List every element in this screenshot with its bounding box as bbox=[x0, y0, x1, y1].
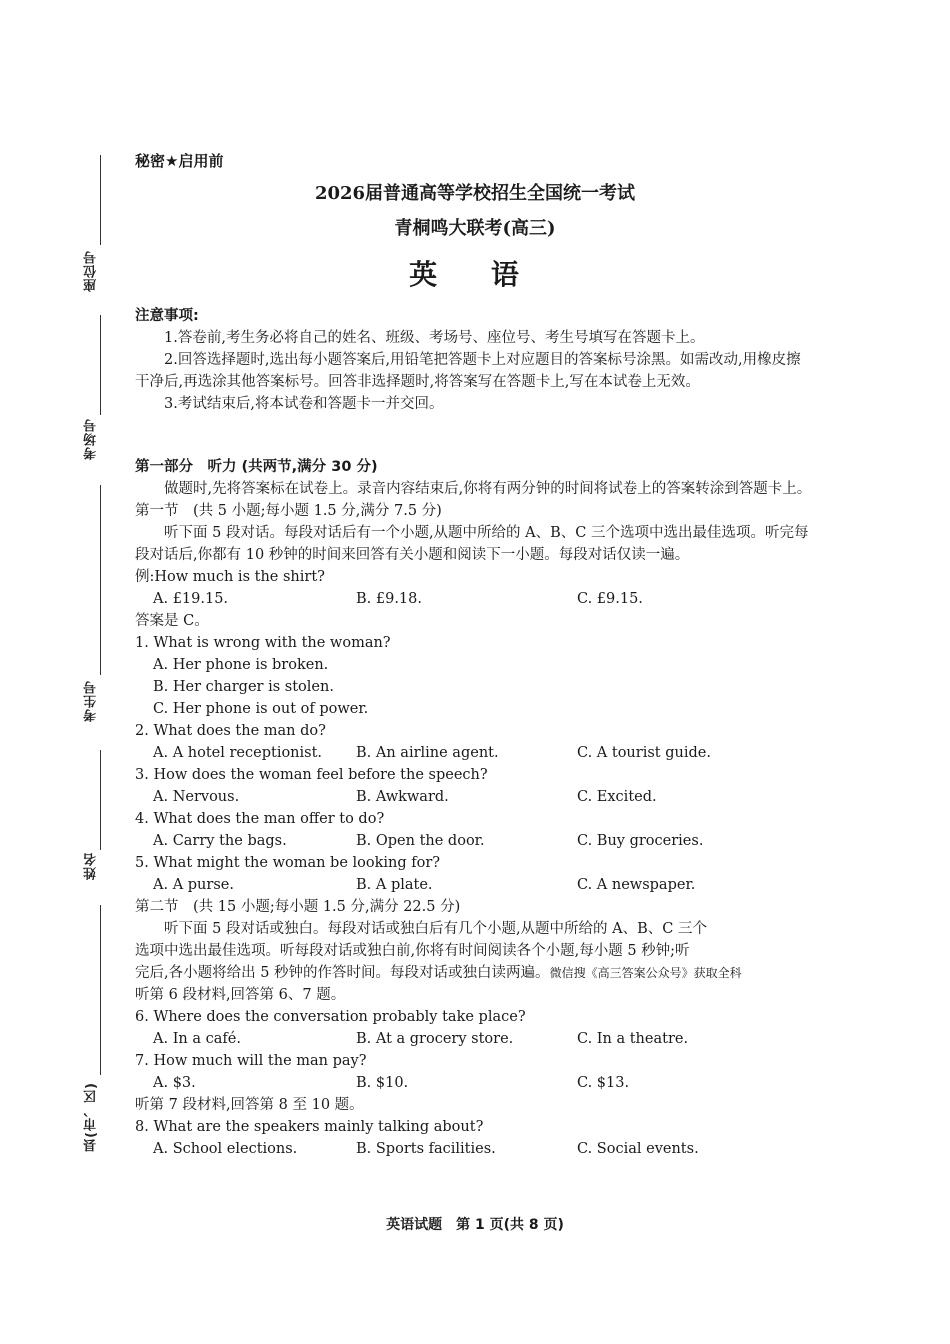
option-a: A. School elections. bbox=[153, 1141, 298, 1157]
instruction-text: 完后,各小题将给出 5 秒钟的作答时间。每段对话或独白读两遍。 bbox=[135, 965, 550, 981]
margin-label-exam-no: 考生号 bbox=[84, 680, 99, 722]
question: 3. How does the woman feel before the speech? bbox=[135, 767, 488, 783]
notice-item: 3.考试结束后,将本试卷和答题卡一并交回。 bbox=[164, 396, 444, 412]
question-options bbox=[135, 874, 815, 896]
option-b: B. £9.18. bbox=[356, 591, 422, 607]
section-instruction-line: 选项中选出最佳选项。听每段对话或独白前,你将有时间阅读各个小题,每小题 5 秒钟;听 bbox=[135, 943, 690, 959]
option-a: A. £19.15. bbox=[153, 591, 229, 607]
notice-item: 2.回答选择题时,选出每小题答案后,用铅笔把答题卡上对应题目的答案标号涂黑。如需改动,用橡皮擦干净后,再选涂其他答案标号。回答非选择题时,将答案写在答题卡上,写在本试卷上无效。 bbox=[135, 352, 801, 390]
option-b: B. Open the door. bbox=[356, 833, 485, 849]
section-heading: 第一节 (共 5 小题;每小题 1.5 分,满分 7.5 分) bbox=[135, 503, 442, 519]
question: 5. What might the woman be looking for? bbox=[135, 855, 441, 871]
option-b: B. An airline agent. bbox=[356, 745, 499, 761]
subject-title: 英 语 bbox=[409, 258, 541, 291]
part-heading: 第一部分 听力 (共两节,满分 30 分) bbox=[135, 459, 378, 475]
part-intro: 做题时,先将答案标在试卷上。录音内容结束后,你将有两分钟的时间将试卷上的答案转涂到答题卡上。 bbox=[164, 481, 812, 497]
question-options bbox=[135, 1072, 815, 1094]
margin-label-county: 县(市、区) bbox=[84, 1082, 99, 1152]
option-a: A. Nervous. bbox=[153, 789, 240, 805]
margin-line-exam-no bbox=[100, 485, 101, 675]
section-instruction: 听下面 5 段对话。每段对话后有一个小题,从题中所给的 A、B、C 三个选项中选出最佳选项。听完每段对话后,你都有 10 秒钟的时间来回答有关小题和阅读下一小题。每段对话仅读一遍。 bbox=[135, 525, 809, 563]
section-instruction-line: 听下面 5 段对话或独白。每段对话或独白后有几个小题,从题中所给的 A、B、C 三个 bbox=[164, 921, 707, 937]
option-c: C. Excited. bbox=[577, 789, 657, 805]
option-b: B. A plate. bbox=[356, 877, 433, 893]
option-a: A. A hotel receptionist. bbox=[153, 745, 323, 761]
question-options bbox=[135, 1028, 815, 1050]
option-c: C. A newspaper. bbox=[577, 877, 696, 893]
example-question: 例:How much is the shirt? bbox=[135, 569, 325, 585]
margin-line-county bbox=[100, 905, 101, 1075]
option-b: B. Awkward. bbox=[356, 789, 449, 805]
material-heading: 听第 7 段材料,回答第 8 至 10 题。 bbox=[135, 1097, 364, 1113]
question-options bbox=[135, 742, 815, 764]
question: 8. What are the speakers mainly talking about? bbox=[135, 1119, 484, 1135]
example-options bbox=[135, 588, 815, 610]
option-c: C. Social events. bbox=[577, 1141, 699, 1157]
option-a: A. In a café. bbox=[153, 1031, 241, 1047]
margin-label-room: 考场号 bbox=[84, 418, 99, 460]
material-heading: 听第 6 段材料,回答第 6、7 题。 bbox=[135, 987, 346, 1003]
question: 7. How much will the man pay? bbox=[135, 1053, 367, 1069]
listening-part bbox=[135, 456, 815, 1160]
option-a: A. A purse. bbox=[153, 877, 234, 893]
confidential-mark: 秘密★启用前 bbox=[135, 152, 224, 170]
margin-line-name bbox=[100, 750, 101, 850]
margin-label-name: 姓名 bbox=[84, 852, 99, 880]
option-b: B. At a grocery store. bbox=[356, 1031, 514, 1047]
page-footer: 英语试题 第 1 页(共 8 页) bbox=[386, 1217, 564, 1233]
question-options bbox=[135, 830, 815, 852]
notice-heading: 注意事项: bbox=[135, 308, 199, 324]
exam-title: 2026届普通高等学校招生全国统一考试 bbox=[314, 183, 636, 204]
option-a: A. $3. bbox=[153, 1075, 196, 1091]
question: 6. Where does the conversation probably take place? bbox=[135, 1009, 526, 1025]
option-b: B. $10. bbox=[356, 1075, 409, 1091]
question: 4. What does the man offer to do? bbox=[135, 811, 385, 827]
watermark-text: 微信搜《高三答案公众号》获取全科 bbox=[549, 966, 742, 980]
option-c: C. In a theatre. bbox=[577, 1031, 689, 1047]
notice-section bbox=[135, 305, 815, 415]
option-c: C. Her phone is out of power. bbox=[153, 701, 369, 717]
exam-subtitle: 青桐鸣大联考(高三) bbox=[394, 218, 556, 239]
question-options bbox=[135, 1138, 815, 1160]
section-instruction-line bbox=[135, 962, 815, 984]
section-heading: 第二节 (共 15 小题;每小题 1.5 分,满分 22.5 分) bbox=[135, 899, 461, 915]
option-b: B. Her charger is stolen. bbox=[153, 679, 334, 695]
notice-item: 1.答卷前,考生务必将自己的姓名、班级、考场号、座位号、考生号填写在答题卡上。 bbox=[164, 330, 705, 346]
margin-line-room bbox=[100, 315, 101, 415]
option-c: C. £9.15. bbox=[577, 591, 643, 607]
option-a: A. Her phone is broken. bbox=[153, 657, 329, 673]
option-b: B. Sports facilities. bbox=[356, 1141, 496, 1157]
option-c: C. $13. bbox=[577, 1075, 630, 1091]
margin-label-seat: 座位号 bbox=[84, 250, 99, 292]
option-a: A. Carry the bags. bbox=[153, 833, 287, 849]
option-c: C. Buy groceries. bbox=[577, 833, 704, 849]
question: 2. What does the man do? bbox=[135, 723, 326, 739]
question: 1. What is wrong with the woman? bbox=[135, 635, 391, 651]
option-c: C. A tourist guide. bbox=[577, 745, 711, 761]
example-answer: 答案是 C。 bbox=[135, 613, 209, 629]
question-options bbox=[135, 786, 815, 808]
